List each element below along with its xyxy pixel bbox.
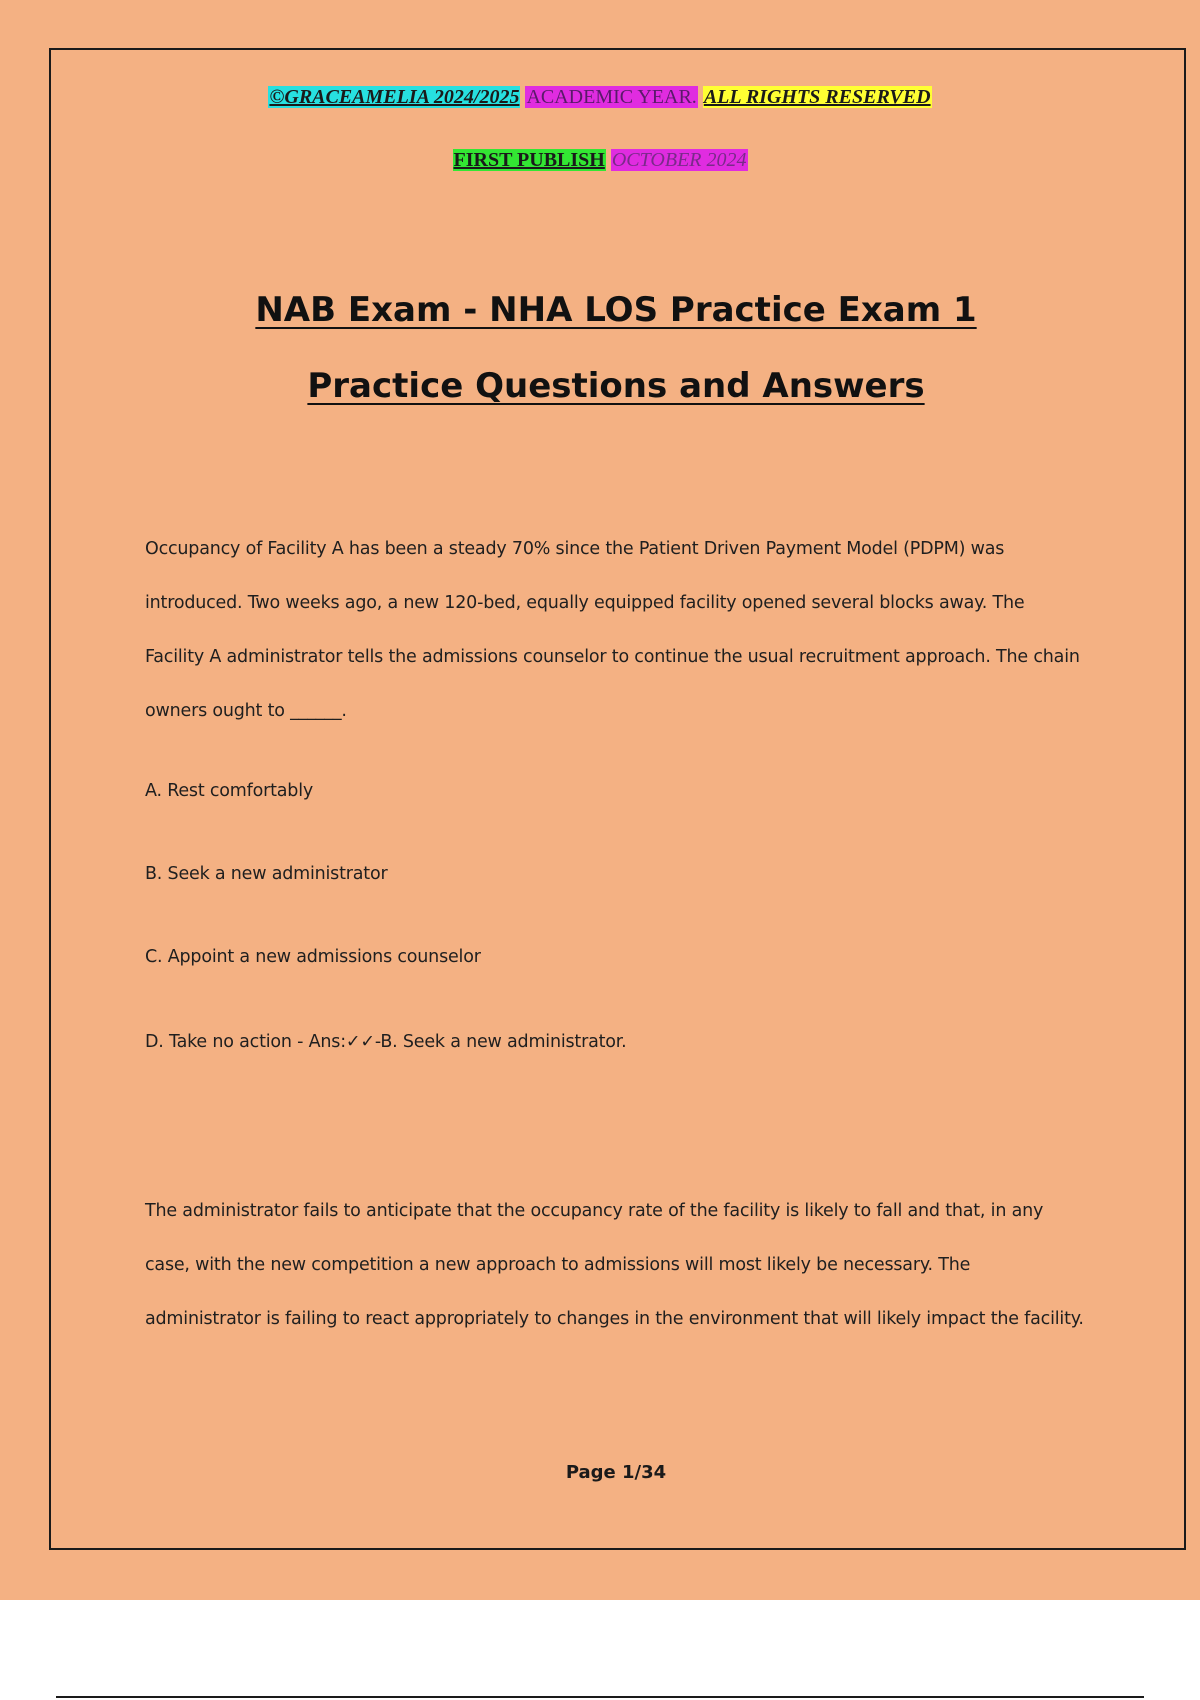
publish-header <box>0 147 1200 173</box>
copyright-text: ©GRACEAMELIA 2024/2025 <box>269 86 520 108</box>
next-page-divider <box>56 1696 1144 1698</box>
academic-year-text: ACADEMIC YEAR. <box>526 86 697 108</box>
rights-reserved-text: ALL RIGHTS RESERVED <box>703 86 931 108</box>
answer-explanation <box>145 1184 1085 1346</box>
publish-date-text: OCTOBER 2024 <box>611 149 747 171</box>
question-paragraph: Occupancy of Facility A has been a steady 70% since the Patient Driven Payment Model (PDPM) was introduced. Two weeks ago, a new 120-bed, equally equipped facility opened several blocks away. The Facility A administrator tells the admissions counselor to continue the usual recruitment approach. The chain owners ought to ______. <box>145 539 1080 721</box>
option-b: B. Seek a new administrator <box>145 864 388 884</box>
page-number: Page 1/34 <box>565 1462 667 1483</box>
document-title-line-1: NAB Exam - NHA LOS Practice Exam 1 <box>255 290 977 330</box>
document-title-line-2: Practice Questions and Answers <box>307 366 925 406</box>
explanation-paragraph: The administrator fails to anticipate that the occupancy rate of the facility is likely to fall and that, in any case, with the new competition a new approach to admissions will most likely be necessary. The administrator is failing to react appropriately to changes in the environment that will likely impact the facility. <box>145 1201 1084 1329</box>
question-text <box>145 522 1085 738</box>
copyright-header <box>0 84 1200 110</box>
option-d-with-answer: D. Take no action - Ans:✓✓-B. Seek a new administrator. <box>145 1032 627 1052</box>
option-c: C. Appoint a new admissions counselor <box>145 947 481 967</box>
option-a: A. Rest comfortably <box>145 781 314 801</box>
first-publish-text: FIRST PUBLISH <box>453 149 605 171</box>
